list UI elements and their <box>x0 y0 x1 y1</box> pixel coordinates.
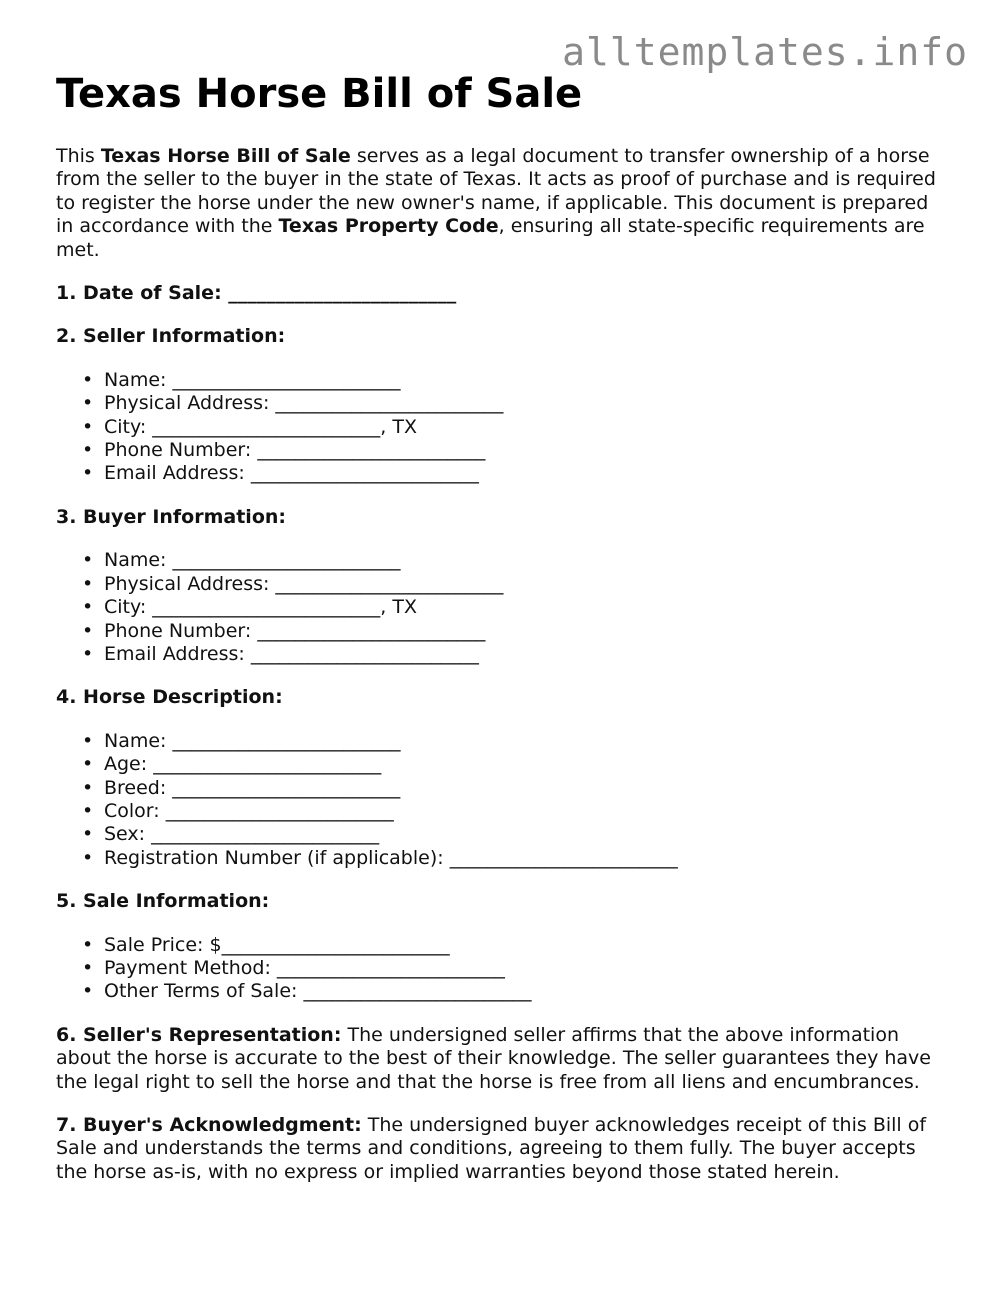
buyer-acknowledgment <box>56 1114 946 1184</box>
document-page <box>56 70 946 1184</box>
bullet-icon: • <box>82 933 94 956</box>
bullet-icon: • <box>82 799 94 822</box>
seller-city-field: • City: ________________________, TX <box>82 415 417 438</box>
bullet-icon: • <box>82 596 94 619</box>
bullet-icon: • <box>82 823 94 846</box>
buyer-phone-field: • Phone Number: ________________________ <box>82 619 486 642</box>
intro-text-1: This <box>56 145 101 167</box>
other-terms-field: • Other Terms of Sale: ________________________ <box>82 980 532 1003</box>
seller-representation <box>56 1024 946 1094</box>
bullet-icon: • <box>82 572 94 595</box>
intro-bold-title: Texas Horse Bill of Sale <box>100 145 351 167</box>
bullet-icon: • <box>82 549 94 572</box>
bullet-icon: • <box>82 619 94 642</box>
bullet-icon: • <box>82 415 94 438</box>
seller-list <box>56 369 946 486</box>
intro-bold-code: Texas Property Code <box>278 215 499 238</box>
buyer-name-field: • Name: ________________________ <box>82 549 401 572</box>
buyer-list <box>56 549 946 666</box>
bullet-icon: • <box>82 980 94 1003</box>
seller-phone-field: • Phone Number: ________________________ <box>82 439 486 462</box>
date-of-sale-field: 1. Date of Sale: ________________________ <box>56 282 457 305</box>
horse-name-field: • Name: ________________________ <box>82 729 401 752</box>
bullet-icon: • <box>82 439 94 462</box>
bullet-icon: • <box>82 729 94 752</box>
seller-address-field: • Physical Address: ________________________ <box>82 392 504 415</box>
seller-heading: 2. Seller Information: <box>56 325 286 348</box>
sale-list <box>56 934 946 1004</box>
payment-method-field: • Payment Method: ________________________ <box>82 956 505 979</box>
sale-price-field: • Sale Price: $________________________ <box>82 933 450 956</box>
horse-color-field: • Color: ________________________ <box>82 799 394 822</box>
page-title: Texas Horse Bill of Sale <box>56 71 583 117</box>
intro-text-3: , ensuring all state-specific requirements are met. <box>56 215 925 261</box>
intro-paragraph <box>56 145 946 262</box>
buyer-acknowledgment-text: The undersigned buyer acknowledges receipt of this Bill of Sale and understands the terms and conditions, agreeing to them fully. The buyer accepts the horse as-is, with no express or implied warranties beyond those stated herein. <box>56 1114 927 1183</box>
horse-sex-field: • Sex: ________________________ <box>82 823 380 846</box>
horse-registration-field: • Registration Number (if applicable): ________________________ <box>82 846 678 869</box>
horse-heading: 4. Horse Description: <box>56 686 283 709</box>
bullet-icon: • <box>82 753 94 776</box>
seller-email-field: • Email Address: ________________________ <box>82 462 479 485</box>
intro-text-2: serves as a legal document to transfer ownership of a horse from the seller to the buyer in the state of Texas. It acts as proof of purchase and is required to register the horse under the new owner's name, if applicable. This document is prepared in accordance with the <box>56 145 936 238</box>
seller-name-field: • Name: ________________________ <box>82 368 401 391</box>
sale-heading: 5. Sale Information: <box>56 890 270 913</box>
buyer-acknowledgment-label: 7. Buyer's Acknowledgment: <box>56 1114 362 1136</box>
bullet-icon: • <box>82 462 94 485</box>
bullet-icon: • <box>82 392 94 415</box>
buyer-email-field: • Email Address: ________________________ <box>82 642 479 665</box>
bullet-icon: • <box>82 776 94 799</box>
seller-representation-text: The undersigned seller affirms that the above information about the horse is accurate to the best of their knowledge. The seller guarantees they have the legal right to sell the horse and that the horse is free from all liens and encumbrances. <box>56 1023 931 1093</box>
horse-age-field: • Age: ________________________ <box>82 753 382 776</box>
bullet-icon: • <box>82 956 94 979</box>
seller-representation-label: 6. Seller's Representation: <box>56 1023 342 1046</box>
bullet-icon: • <box>82 368 94 391</box>
buyer-address-field: • Physical Address: ________________________ <box>82 572 504 595</box>
watermark: alltemplates.info <box>562 30 968 74</box>
buyer-city-field: • City: ________________________, TX <box>82 596 417 619</box>
horse-breed-field: • Breed: ________________________ <box>82 776 401 799</box>
bullet-icon: • <box>82 846 94 869</box>
buyer-heading: 3. Buyer Information: <box>56 505 286 528</box>
horse-list <box>56 730 946 870</box>
bullet-icon: • <box>82 642 94 665</box>
